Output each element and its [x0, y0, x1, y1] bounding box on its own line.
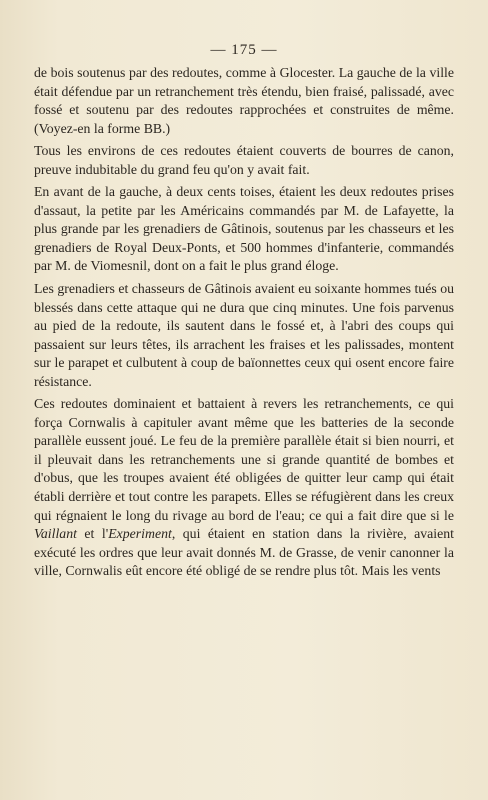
- paragraph: [34, 280, 454, 391]
- text-run: Les grenadiers et chasseurs de Gâtinois avaient eu soixante hommes tués ou blessés dans cette attaque qui ne dura que cinq minutes. Une fois parvenus au pied de la redoute, ils sautent dans le fossé et, à l'abri des coups qui passaient sur leurs têtes, ils arrachent les fraises et les palissades, montent sur le parapet et culbutent à coup de baïonnettes ceux qui osent encore faire résistance.: [34, 281, 454, 389]
- text-run: et l': [76, 526, 109, 542]
- text-run: Ces redoutes dominaient et battaient à revers les retranchements, ce qui força Cornwalis à capituler avant même que les batteries de la seconde parallèle eussent joué. Le feu de la première parallèle était si bien nourri, et il pleuvait dans les retranchements une si grande quantité de bombes et d'obus, que les troupes avaient été obligées de quitter leur camp qui était établi derrière et tout contre les parapets. Elles se réfugièrent dans les creux qui régnaient le long du rivage au bord de l'eau; ce qui a fait dire que si le: [34, 396, 454, 523]
- text-run: En avant de la gauche, à deux cents toises, étaient les deux redoutes prises d'assaut, la petite par les Américains commandés par M. de Lafayette, la plus grande par les grenadiers de Gâtinois, soutenus par les chasseurs et les grenadiers de Royal Deux-Ponts, et 500 hommes d'infanterie, commandés par M. de Viomesnil, dont on a fait le plus grand éloge.: [34, 184, 454, 274]
- body-text: [34, 64, 454, 581]
- paragraph: [34, 183, 454, 276]
- paragraph: [34, 64, 454, 138]
- ship-name-italic: Vaillant: [34, 526, 77, 542]
- text-run: de bois soutenus par des redoutes, comme à Glocester. La gauche de la ville était défendue par un retranchement très étendu, bien fraisé, palissadé, avec fossé et soutenu par des redoutes rapprochées et construites de même. (Voyez-en la forme BB.): [34, 65, 454, 136]
- paragraph: [34, 395, 454, 580]
- ship-name-italic: Experiment: [108, 526, 172, 542]
- text-run: Tous les environs de ces redoutes étaient couverts de bourres de canon, preuve indubitable du grand feu qu'on y avait fait.: [34, 143, 454, 177]
- paragraph: [34, 142, 454, 179]
- page-number: — 175 —: [210, 42, 278, 58]
- text-run: , qui étaient en station dans la rivière, avaient exécuté les ordres que leur avait donnés M. de Grasse, de venir canonner la ville, Cornwalis eût encore été obligé de se rendre plus tôt. Mais les vents: [34, 526, 454, 579]
